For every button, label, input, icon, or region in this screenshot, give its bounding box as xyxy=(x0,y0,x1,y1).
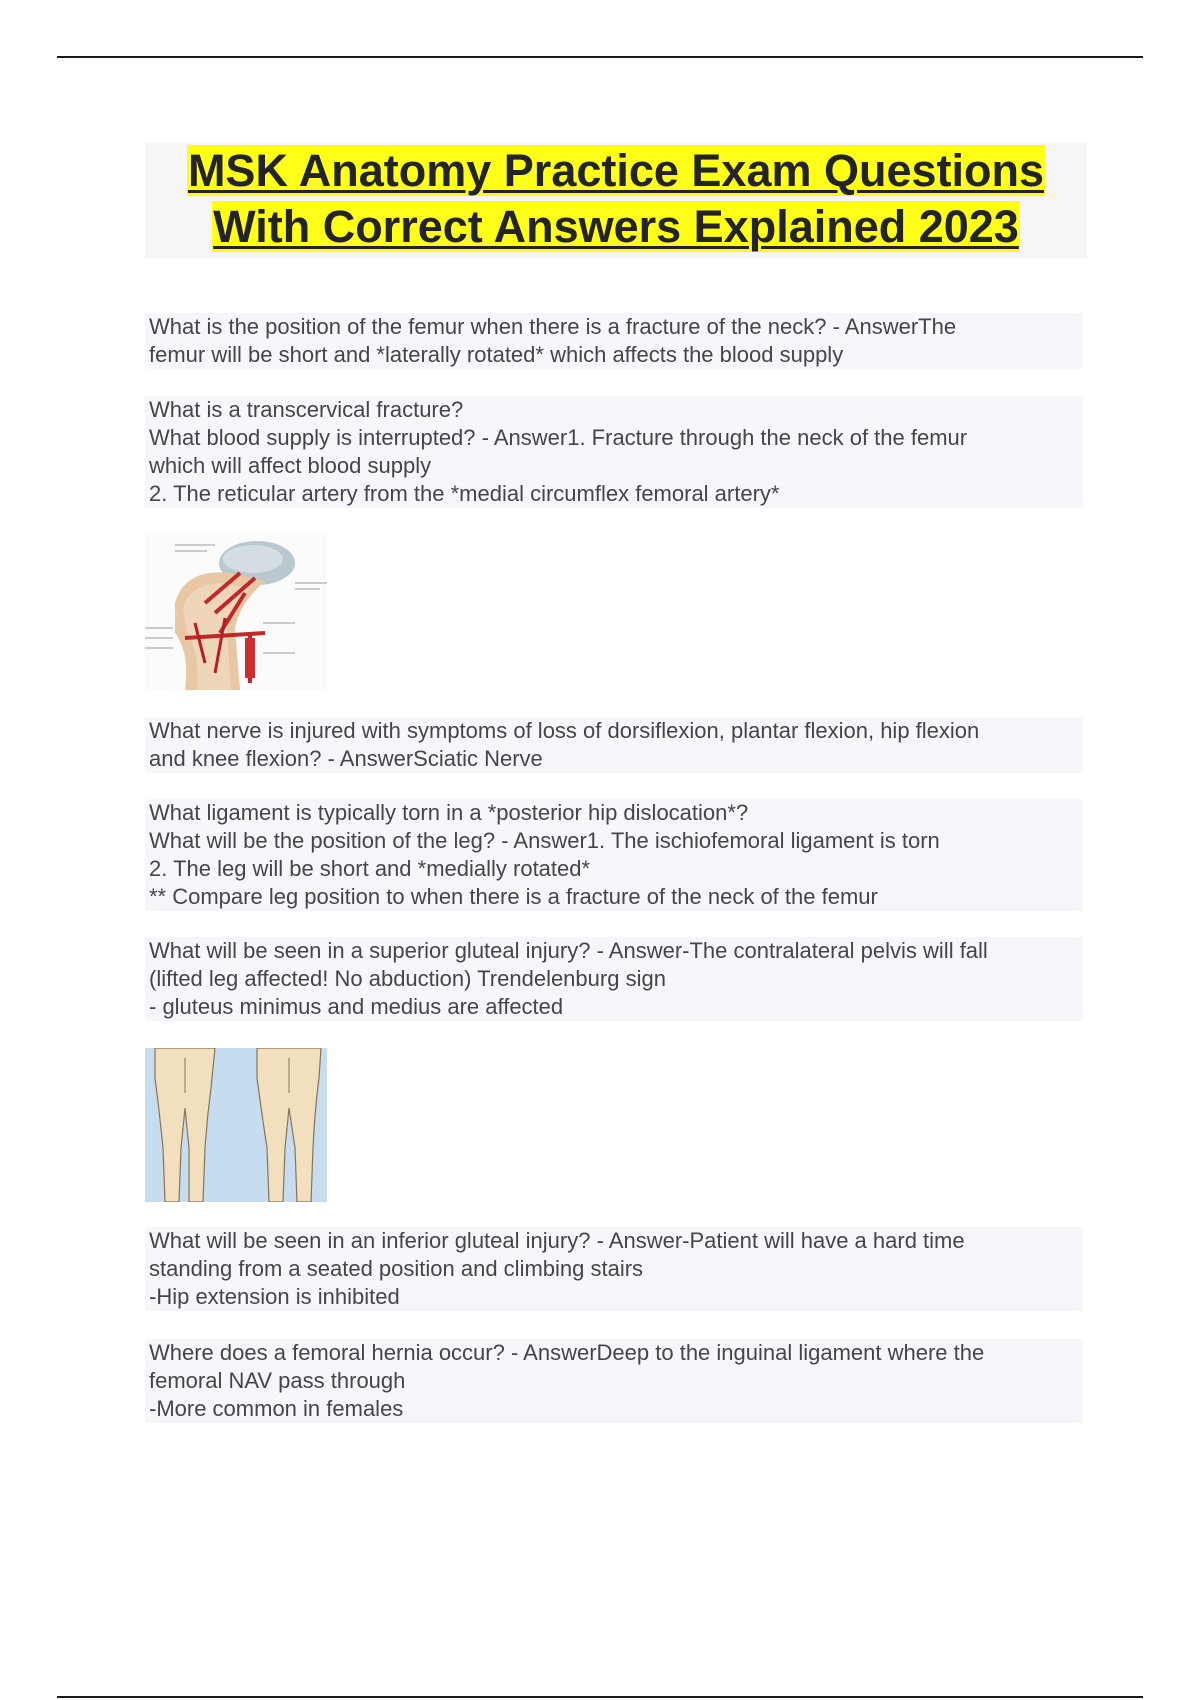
trendelenburg-figure xyxy=(145,1048,327,1202)
title-line-2: With Correct Answers Explained 2023 xyxy=(213,201,1019,252)
top-rule xyxy=(57,56,1143,58)
qa-line: What ligament is typically torn in a *posterior hip dislocation*? xyxy=(149,800,749,825)
trendelenburg-legs-icon xyxy=(145,1048,327,1202)
qa-line: What nerve is injured with symptoms of loss of dorsiflexion, plantar flexion, hip flexion xyxy=(149,718,980,743)
qa-block-4 xyxy=(145,799,1083,911)
qa-block-3 xyxy=(145,717,1083,773)
qa-block-5 xyxy=(145,937,1083,1021)
qa-line: (lifted leg affected! No abduction) Trendelenburg sign xyxy=(149,966,666,991)
qa-block-7 xyxy=(145,1339,1083,1423)
qa-line: What will be seen in an inferior gluteal injury? - Answer-Patient will have a hard time xyxy=(149,1228,965,1253)
page-title xyxy=(145,143,1087,255)
title-banner xyxy=(145,143,1087,259)
qa-block-2 xyxy=(145,396,1083,508)
qa-line: standing from a seated position and climbing stairs xyxy=(149,1256,644,1281)
qa-line: - gluteus minimus and medius are affected xyxy=(149,994,564,1019)
qa-line: and knee flexion? - AnswerSciatic Nerve xyxy=(149,746,543,771)
qa-line: 2. The reticular artery from the *medial circumflex femoral artery* xyxy=(149,481,780,506)
qa-line: What is the position of the femur when there is a fracture of the neck? - AnswerThe xyxy=(149,314,957,339)
qa-line: What will be seen in a superior gluteal injury? - Answer-The contralateral pelvis will fall xyxy=(149,938,988,963)
qa-line: femoral NAV pass through xyxy=(149,1368,406,1393)
qa-line: 2. The leg will be short and *medially rotated* xyxy=(149,856,591,881)
bottom-rule xyxy=(57,1696,1143,1698)
qa-line: Where does a femoral hernia occur? - AnswerDeep to the inguinal ligament where the xyxy=(149,1340,985,1365)
qa-line: What blood supply is interrupted? - Answer1. Fracture through the neck of the femur xyxy=(149,425,968,450)
qa-line: which will affect blood supply xyxy=(149,453,432,478)
title-line-1: MSK Anatomy Practice Exam Questions xyxy=(187,145,1045,196)
qa-line: femur will be short and *laterally rotated* which affects the blood supply xyxy=(149,342,844,367)
qa-line: What is a transcervical fracture? xyxy=(149,397,464,422)
qa-line: -More common in females xyxy=(149,1396,404,1421)
qa-line: ** Compare leg position to when there is a fracture of the neck of the femur xyxy=(149,884,878,909)
qa-line: What will be the position of the leg? - Answer1. The ischiofemoral ligament is torn xyxy=(149,828,940,853)
femur-blood-supply-figure xyxy=(145,533,327,690)
qa-block-6 xyxy=(145,1227,1083,1311)
femur-blood-supply-icon xyxy=(145,533,327,690)
qa-block-1 xyxy=(145,313,1083,369)
qa-line: -Hip extension is inhibited xyxy=(149,1284,400,1309)
